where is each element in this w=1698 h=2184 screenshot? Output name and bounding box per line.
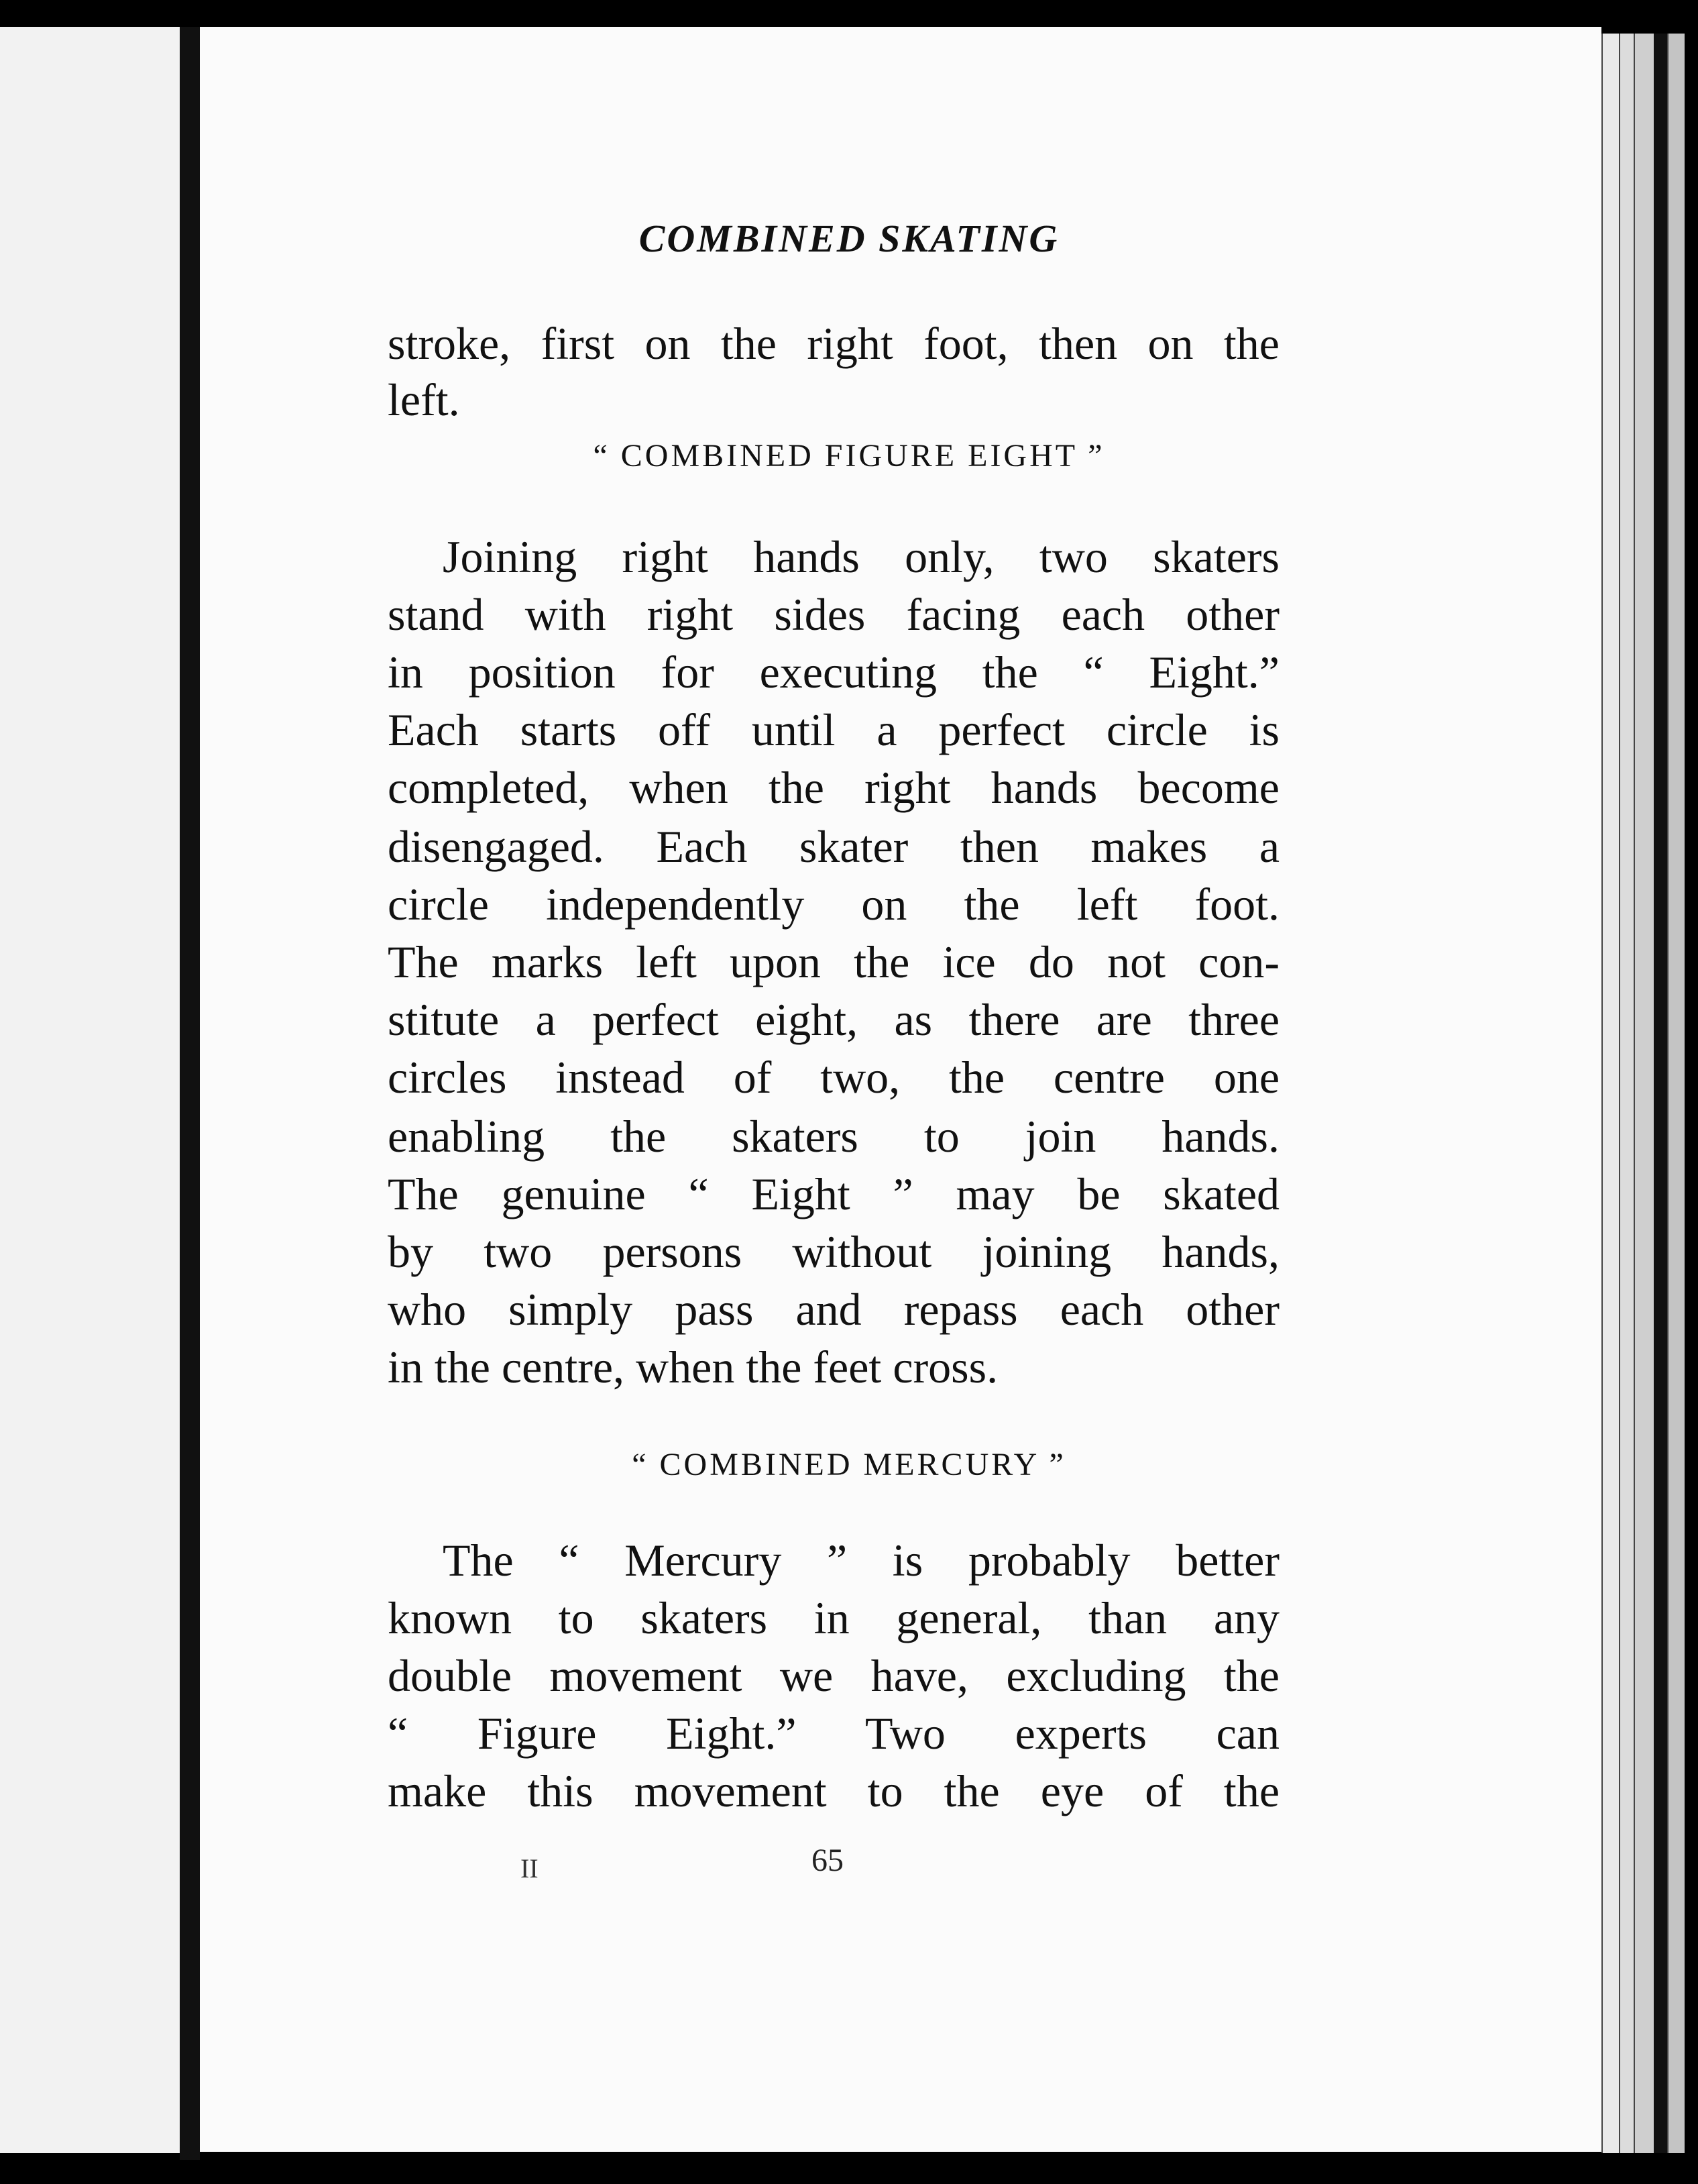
text-line: double movement we have, excluding the <box>388 1650 1280 1701</box>
text-line: known to skaters in general, than any <box>388 1592 1280 1643</box>
text-line: disengaged. Each skater then makes a <box>388 821 1280 872</box>
signature-mark: II <box>520 1853 539 1883</box>
text-line: in the centre, when the feet cross. <box>388 1342 999 1393</box>
text-line: The genuine “ Eight ” may be skated <box>388 1168 1280 1219</box>
text-line: The “ Mercury ” is probably better <box>443 1535 1280 1586</box>
text-line: enabling the skaters to join hands. <box>388 1111 1280 1162</box>
text-line: who simply pass and repass each other <box>388 1284 1280 1335</box>
text-line: stand with right sides facing each other <box>388 589 1280 640</box>
text-line: left. <box>388 374 460 425</box>
text-line: by two persons without joining hands, <box>388 1226 1280 1277</box>
text-line: in position for executing the “ Eight.” <box>388 647 1280 698</box>
section-heading: “ COMBINED FIGURE EIGHT ” <box>593 438 1105 474</box>
section-heading: “ COMBINED MERCURY ” <box>632 1447 1066 1482</box>
page-edge <box>1667 34 1685 2153</box>
text-line: Joining right hands only, two skaters <box>443 531 1280 582</box>
text-line: completed, when the right hands become <box>388 762 1280 813</box>
text-line: stroke, first on the right foot, then on the <box>388 318 1280 369</box>
page-edge <box>1619 34 1635 2153</box>
page-edge <box>1654 34 1667 2153</box>
page-edge <box>1634 34 1655 2153</box>
text-line: stitute a perfect eight, as there are three <box>388 994 1280 1045</box>
text-line: “ Figure Eight.” Two experts can <box>388 1708 1280 1759</box>
text-line: Each starts off until a perfect circle is <box>388 704 1280 755</box>
text-line: circles instead of two, the centre one <box>388 1052 1280 1103</box>
text-line: circle independently on the left foot. <box>388 879 1280 930</box>
facing-page-edge <box>0 27 181 2153</box>
page-number: 65 <box>811 1843 844 1878</box>
running-head: COMBINED SKATING <box>638 217 1060 260</box>
text-line: The marks left upon the ice do not con- <box>388 936 1280 987</box>
page-edge <box>1601 34 1620 2153</box>
book-gutter <box>180 27 200 2160</box>
text-line: make this movement to the eye of the <box>388 1765 1280 1816</box>
